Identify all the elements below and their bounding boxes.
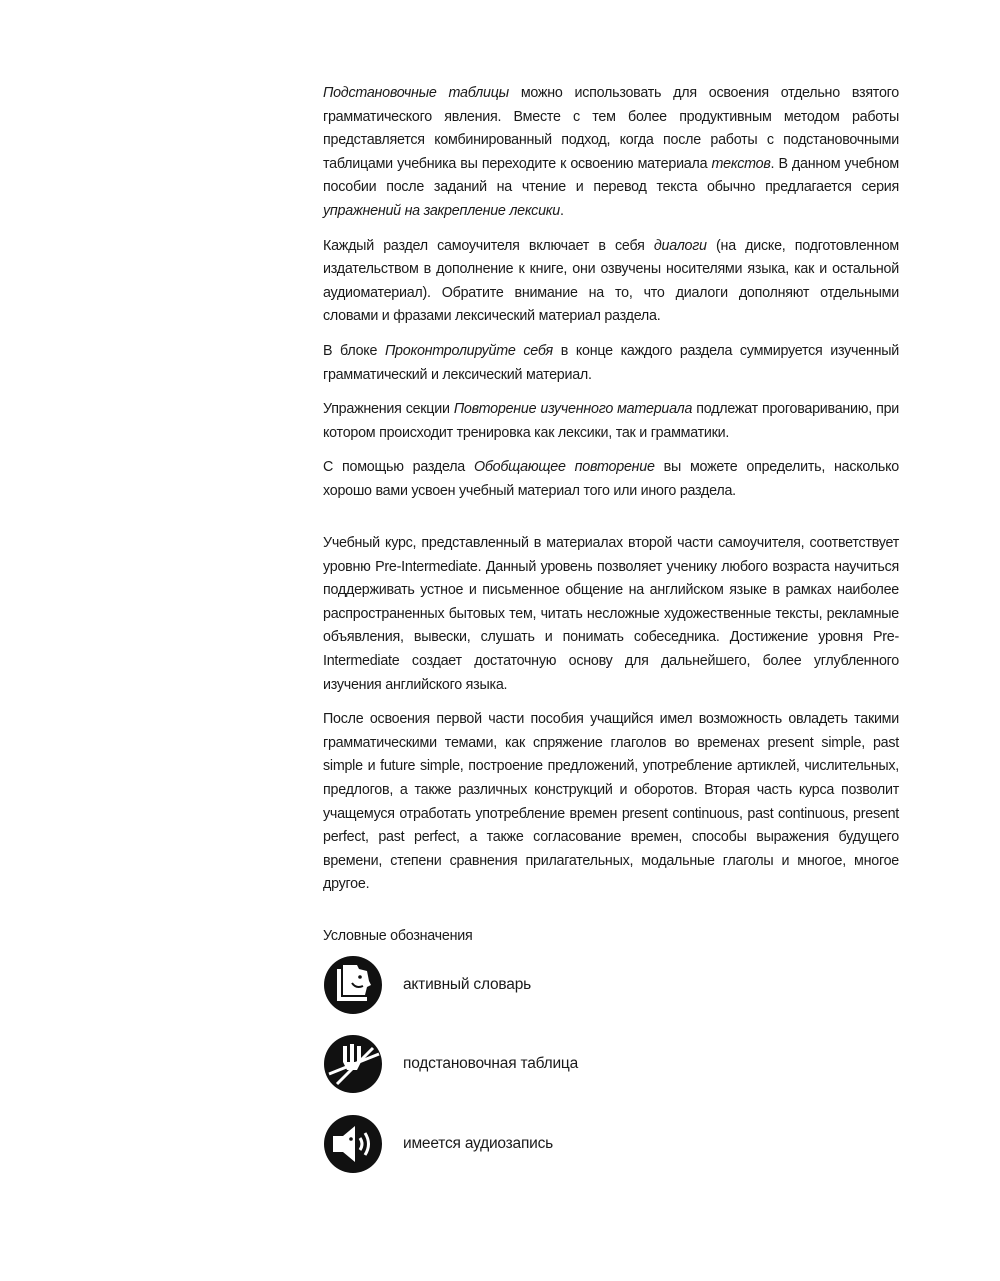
paragraph-review [323, 398, 899, 445]
paragraph-dialogues [323, 235, 899, 329]
paragraph-self-check [323, 340, 899, 387]
text: . В данном учебном пособии после заданий на чтение и перевод текста обычно предлагается серия [323, 155, 899, 196]
active-vocabulary-icon [323, 955, 383, 1015]
text: (на диске, подготовленном издательством в дополнение к книге, они озвучены носителями языка, как и остальной аудиоматериал). Обратите внимание на то, что диалоги дополняют отдельными словами и фразами лексический материал раздела. [323, 237, 899, 325]
text: Упражнения секции [323, 401, 454, 418]
audio-icon [323, 1114, 383, 1174]
legend-label: подстановочная таблица [403, 1055, 579, 1072]
italic-term: Обобщающее повторение [473, 459, 655, 476]
italic-term: текстов [711, 155, 771, 172]
paragraph-substitution-tables [323, 82, 899, 224]
paragraph-course-level: Учебный курс, представленный в материалах второй части самоучителя, соответствует уровню Pre-Intermediate. Данный уровень позволяет ученику любого возраста научиться поддерживать устное и письменное общение на английском языке в рамках наиболее распространенных бытовых тем, читать несложные художественные тексты, рекламные объявления, вывески, слушать и понимать собеседника. Достижение уровня Pre-Intermediate создает достаточную основу для дальнейшего, более углубленного изучения английского языка. [323, 535, 899, 693]
legend-label: имеется аудиозапись [403, 1135, 554, 1152]
legend-item-audio [323, 1113, 553, 1175]
intro-block [323, 82, 899, 515]
text: С помощью раздела [323, 459, 474, 476]
italic-term: Проконтролируйте себя [384, 342, 553, 359]
text: В блоке [323, 342, 385, 359]
course-description-block [323, 532, 899, 908]
substitution-table-icon [323, 1034, 383, 1094]
text: подлежат проговариванию, при котором происходит тренировка как лексики, так и грамматики. [323, 401, 900, 441]
legend-title: Условные обозначения [323, 928, 473, 944]
text: в конце каждого раздела суммируется изученный грамматический и лексический материал. [323, 342, 899, 383]
legend-item-active-vocabulary [323, 954, 531, 1016]
text: можно использовать для освоения отдельно взятого грамматического явления. Вместе с тем более продуктивным методом работы представляется комбинированный подход, когда после работы с подстановочными таблицами учебника вы переходите к освоению материала [323, 85, 900, 172]
italic-term: Подстановочные таблицы [323, 85, 509, 101]
text: . [559, 202, 564, 219]
paragraph-course-topics: После освоения первой части пособия учащийся имел возможность овладеть такими грамматическими темами, как спряжение глаголов во временах present simple, past simple и future simple, построение предложений, употребление артиклей, числительных, предлогов, а также различных конструкций и оборотов. Вторая часть курса позволит учащемуся отработать употребление времен present continuous, past continuous, present perfect, past perfect, а также согласование времен, способы выражения будущего времени, степени сравнения прилагательных, модальные глаголы и многое, многое другое. [323, 711, 899, 893]
italic-term: диалоги [653, 237, 707, 254]
legend-label: активный словарь [403, 976, 531, 993]
legend-item-substitution-table [323, 1033, 578, 1095]
italic-term: Повторение изученного материала [453, 401, 693, 418]
text: Каждый раздел самоучителя включает в себя [323, 237, 654, 254]
italic-term: упражнений на закрепление лексики [323, 202, 560, 219]
paragraph-general-review [323, 456, 899, 503]
text: вы можете определить, насколько хорошо вами усвоен учебный материал того или иного раздела. [323, 459, 899, 499]
